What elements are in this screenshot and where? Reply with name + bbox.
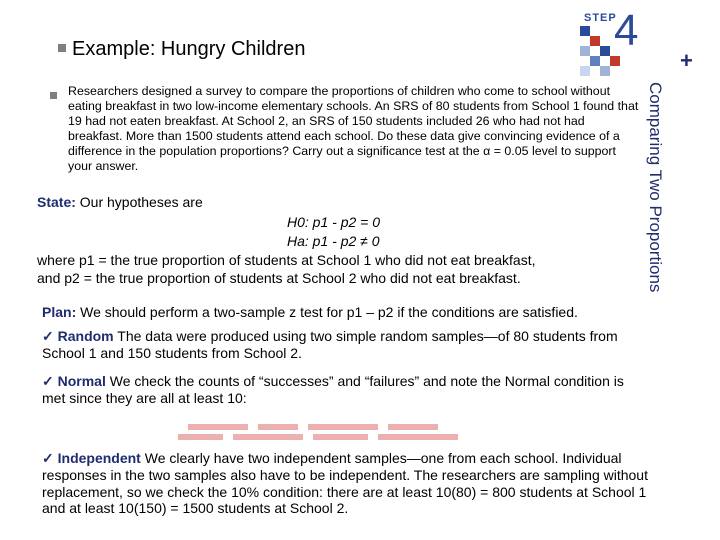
state-label: State: [37,194,76,210]
bullet-icon [58,44,66,52]
step-4-logo [578,6,650,78]
plan-text: We should perform a two-sample z test for p1 – p2 if the conditions are satisfied. [80,304,578,320]
p1-definition: where p1 = the true proportion of students at School 1 who did not eat breakfast, [37,252,536,268]
missing-graphic-placeholder [178,420,508,444]
check-icon: ✓ [42,373,54,389]
logo-step-number: 4 [614,6,639,55]
slide-title-text: Example: Hungry Children [72,38,306,60]
alternative-hypothesis: Ha: p1 - p2 ≠ 0 [287,233,380,249]
state-text: Our hypotheses are [79,194,203,210]
null-hypothesis: H0: p1 - p2 = 0 [287,214,381,230]
normal-label: Normal [57,373,106,389]
slide-title [58,38,305,61]
problem-statement: Researchers designed a survey to compare the proportions of children who come to school without eating breakfast in two low-income elementary schools. An SRS of 80 students from School 1 found that 19 had not eaten breakfast. At School 2, an SRS of 150 students included 26 who had not had breakfast. More than 1500 students attend each school. Do these data give convincing evidence of a difference in the population proportions? Carry out a significance test at the α = 0.05 level to support your answer. [68,84,639,173]
plus-mark: + [680,48,693,73]
check-icon: ✓ [42,450,54,466]
independent-label: Independent [57,450,141,466]
normal-condition [42,373,642,407]
plan-label: Plan: [42,304,77,320]
random-label: Random [57,328,114,344]
bullet-icon [50,92,57,99]
state-section [37,194,203,210]
random-text: The data were produced using two simple random samples—of 80 students from School 1 and 150 students from School 2. [42,328,618,361]
check-icon: ✓ [42,328,54,344]
p2-definition: and p2 = the true proportion of students at School 2 who did not eat breakfast. [37,270,521,286]
plan-section [42,304,662,321]
normal-text: We check the counts of “successes” and “failures” and note the Normal condition is met since they are all at least 10: [42,373,624,406]
independent-condition [42,450,662,517]
logo-step-word: STEP [584,12,617,24]
random-condition [42,328,664,362]
section-vertical-title: Comparing Two Proportions [646,82,665,293]
independent-text: We clearly have two independent samples—one from each school. Individual responses in the two samples also have to be independent. The researchers are sampling without replacement, so we check the 10% condition: there are at least 10(80) = 800 students at School 1 and at least 10(150) = 1500 students at School 2. [42,450,648,517]
